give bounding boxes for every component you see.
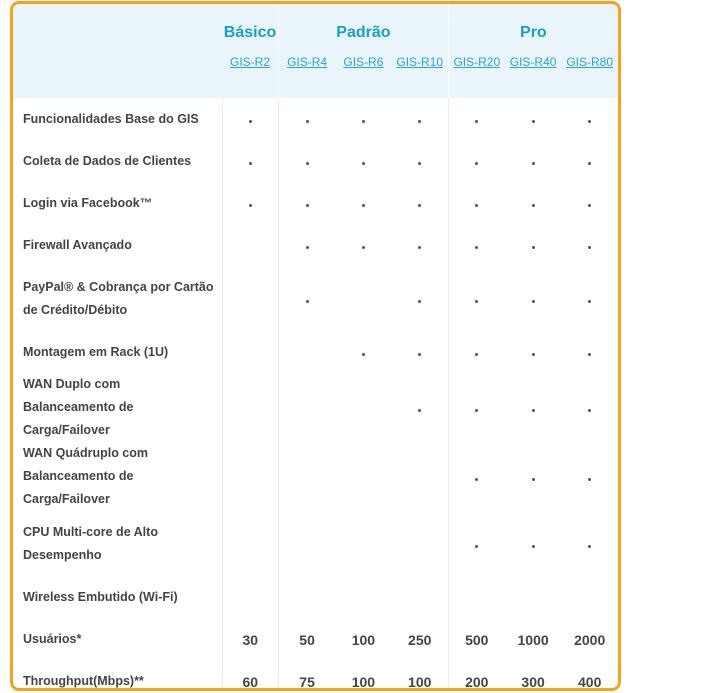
bullet-icon — [475, 246, 478, 249]
support-cell — [222, 511, 279, 576]
feature-label: Funcionalidades Base do GIS — [23, 111, 199, 126]
model-header-cell — [279, 44, 336, 98]
feature-row — [13, 576, 618, 618]
bullet-icon — [588, 353, 591, 356]
numeric-value-cell: 200 — [448, 661, 505, 691]
support-cell — [561, 98, 618, 140]
feature-row — [13, 266, 618, 331]
support-cell — [561, 140, 618, 182]
support-cell — [392, 442, 449, 511]
bullet-icon — [475, 409, 478, 412]
model-link[interactable]: GIS-R20 — [453, 55, 501, 69]
feature-row — [13, 373, 618, 442]
support-cell — [561, 576, 618, 618]
bullet-icon — [588, 246, 591, 249]
numeric-value-cell: 500 — [448, 618, 505, 661]
feature-label: WAN Quádruplo com Balanceamento de Carga/Failover — [23, 446, 148, 506]
support-cell — [561, 266, 618, 331]
bullet-icon — [418, 353, 421, 356]
support-cell — [279, 576, 336, 618]
support-cell — [505, 576, 562, 618]
support-cell — [335, 331, 392, 373]
tier-padrao: Padrão — [279, 4, 449, 44]
support-cell — [392, 182, 449, 224]
bullet-icon — [362, 353, 365, 356]
bullet-icon — [418, 300, 421, 303]
numeric-value-cell: 50 — [279, 618, 336, 661]
table-body — [13, 98, 618, 691]
bullet-icon — [532, 409, 535, 412]
feature-label: Montagem em Rack (1U) — [23, 344, 169, 359]
bullet-icon — [532, 300, 535, 303]
bullet-icon — [532, 120, 535, 123]
support-cell — [222, 182, 279, 224]
support-cell — [561, 442, 618, 511]
bullet-icon — [588, 300, 591, 303]
support-cell — [505, 511, 562, 576]
support-cell — [392, 331, 449, 373]
bullet-icon — [475, 204, 478, 207]
bullet-icon — [362, 120, 365, 123]
support-cell — [505, 442, 562, 511]
header-blank-cell — [13, 44, 222, 98]
support-cell — [222, 442, 279, 511]
bullet-icon — [362, 204, 365, 207]
support-cell — [279, 224, 336, 266]
support-cell — [448, 373, 505, 442]
bullet-icon — [418, 409, 421, 412]
support-cell — [279, 140, 336, 182]
support-cell — [392, 373, 449, 442]
support-cell — [335, 442, 392, 511]
numeric-value-cell: 250 — [408, 631, 432, 648]
bullet-icon — [588, 478, 591, 481]
bullet-icon — [532, 246, 535, 249]
bullet-icon — [588, 545, 591, 548]
feature-label: Firewall Avançado — [23, 237, 132, 252]
bullet-icon — [475, 353, 478, 356]
feature-row — [13, 331, 618, 373]
support-cell — [279, 511, 336, 576]
bullet-icon — [306, 204, 309, 207]
support-cell — [448, 331, 505, 373]
model-header-cell — [448, 44, 505, 98]
support-cell — [222, 140, 279, 182]
support-cell — [335, 511, 392, 576]
support-cell — [222, 331, 279, 373]
bullet-icon — [532, 353, 535, 356]
numeric-value-cell: 30 — [222, 618, 279, 661]
support-cell — [279, 98, 336, 140]
support-cell — [222, 266, 279, 331]
feature-label: Wireless Embutido (Wi-Fi) — [23, 589, 178, 604]
bullet-icon — [418, 204, 421, 207]
support-cell — [448, 182, 505, 224]
support-cell — [222, 373, 279, 442]
support-cell — [279, 331, 336, 373]
support-cell — [335, 182, 392, 224]
support-cell — [222, 576, 279, 618]
feature-row — [13, 98, 618, 140]
support-cell — [279, 266, 336, 331]
support-cell — [505, 140, 562, 182]
support-cell — [505, 331, 562, 373]
numeric-value-cell: 100 — [351, 673, 376, 690]
support-cell — [335, 140, 392, 182]
bullet-icon — [532, 478, 535, 481]
numeric-value-cell: 100 — [408, 673, 432, 690]
support-cell — [279, 182, 336, 224]
support-cell — [279, 442, 336, 511]
numeric-value-cell: 400 — [578, 673, 602, 690]
bullet-icon — [588, 120, 591, 123]
header-blank-cell — [13, 4, 222, 44]
feature-row — [13, 511, 618, 576]
model-header-cell — [222, 44, 279, 98]
model-header-cell — [392, 44, 449, 98]
numeric-value-cell: 75 — [279, 661, 336, 691]
support-cell — [561, 182, 618, 224]
support-cell — [279, 373, 336, 442]
bullet-icon — [418, 162, 421, 165]
numeric-value-cell: 60 — [222, 661, 279, 691]
support-cell — [448, 98, 505, 140]
bullet-icon — [475, 120, 478, 123]
bullet-icon — [249, 120, 252, 123]
numeric-value-cell: 100 — [351, 631, 376, 648]
model-link[interactable]: GIS-R40 — [509, 55, 557, 69]
support-cell — [335, 373, 392, 442]
bullet-icon — [306, 120, 309, 123]
model-header-row — [13, 44, 618, 98]
feature-comparison-table — [13, 4, 618, 691]
model-link[interactable]: GIS-R4 — [287, 55, 328, 69]
bullet-icon — [532, 204, 535, 207]
feature-label: CPU Multi-core de Alto Desempenho — [23, 524, 158, 562]
bullet-icon — [418, 246, 421, 249]
support-cell — [392, 224, 449, 266]
feature-row — [13, 224, 618, 266]
support-cell — [505, 373, 562, 442]
model-header-cell — [561, 44, 618, 98]
bullet-icon — [475, 162, 478, 165]
support-cell — [561, 224, 618, 266]
bullet-icon — [306, 246, 309, 249]
support-cell — [448, 442, 505, 511]
bullet-icon — [306, 162, 309, 165]
support-cell — [222, 224, 279, 266]
support-cell — [222, 98, 279, 140]
model-link[interactable]: GIS-R2 — [230, 55, 271, 69]
support-cell — [448, 511, 505, 576]
numeric-value-cell: 1000 — [517, 631, 549, 648]
support-cell — [448, 266, 505, 331]
support-cell — [561, 511, 618, 576]
model-link[interactable]: GIS-R80 — [566, 55, 614, 69]
numeric-row-label: Throughput(Mbps)** — [23, 674, 144, 688]
feature-row — [13, 140, 618, 182]
support-cell — [448, 140, 505, 182]
support-cell — [392, 511, 449, 576]
support-cell — [335, 576, 392, 618]
feature-row — [13, 442, 618, 511]
support-cell — [505, 182, 562, 224]
support-cell — [392, 576, 449, 618]
bullet-icon — [532, 162, 535, 165]
support-cell — [561, 331, 618, 373]
numeric-value-cell: 2000 — [574, 631, 606, 648]
feature-row — [13, 182, 618, 224]
support-cell — [392, 140, 449, 182]
support-cell — [448, 224, 505, 266]
bullet-icon — [588, 162, 591, 165]
support-cell — [561, 373, 618, 442]
bullet-icon — [362, 162, 365, 165]
bullet-icon — [306, 300, 309, 303]
feature-label: WAN Duplo com Balanceamento de Carga/Failover — [23, 377, 134, 437]
tier-header-row — [13, 4, 618, 44]
bullet-icon — [475, 545, 478, 548]
model-header-cell — [335, 44, 392, 98]
bullet-icon — [532, 545, 535, 548]
support-cell — [392, 266, 449, 331]
support-cell — [505, 98, 562, 140]
tier-pro: Pro — [448, 4, 618, 44]
support-cell — [505, 266, 562, 331]
model-link[interactable]: GIS-R10 — [396, 55, 444, 69]
support-cell — [505, 224, 562, 266]
support-cell — [335, 266, 392, 331]
model-header-cell — [505, 44, 562, 98]
bullet-icon — [588, 204, 591, 207]
support-cell — [335, 98, 392, 140]
numeric-row — [13, 661, 618, 691]
tier-basico: Básico — [222, 4, 279, 44]
bullet-icon — [588, 409, 591, 412]
feature-label: PayPal® & Cobrança por Cartão de Crédito/Débito — [23, 279, 214, 317]
bullet-icon — [249, 204, 252, 207]
numeric-value-cell: 300 — [521, 673, 545, 690]
model-link[interactable]: GIS-R6 — [343, 55, 384, 69]
support-cell — [392, 98, 449, 140]
comparison-table-frame — [10, 1, 621, 691]
bullet-icon — [249, 162, 252, 165]
bullet-icon — [475, 300, 478, 303]
support-cell — [448, 576, 505, 618]
bullet-icon — [362, 246, 365, 249]
bullet-icon — [418, 120, 421, 123]
numeric-row — [13, 618, 618, 661]
support-cell — [335, 224, 392, 266]
feature-label: Login via Facebook™ — [23, 195, 153, 210]
bullet-icon — [475, 478, 478, 481]
feature-label: Coleta de Dados de Clientes — [23, 153, 192, 168]
numeric-row-label: Usuários* — [23, 632, 82, 646]
